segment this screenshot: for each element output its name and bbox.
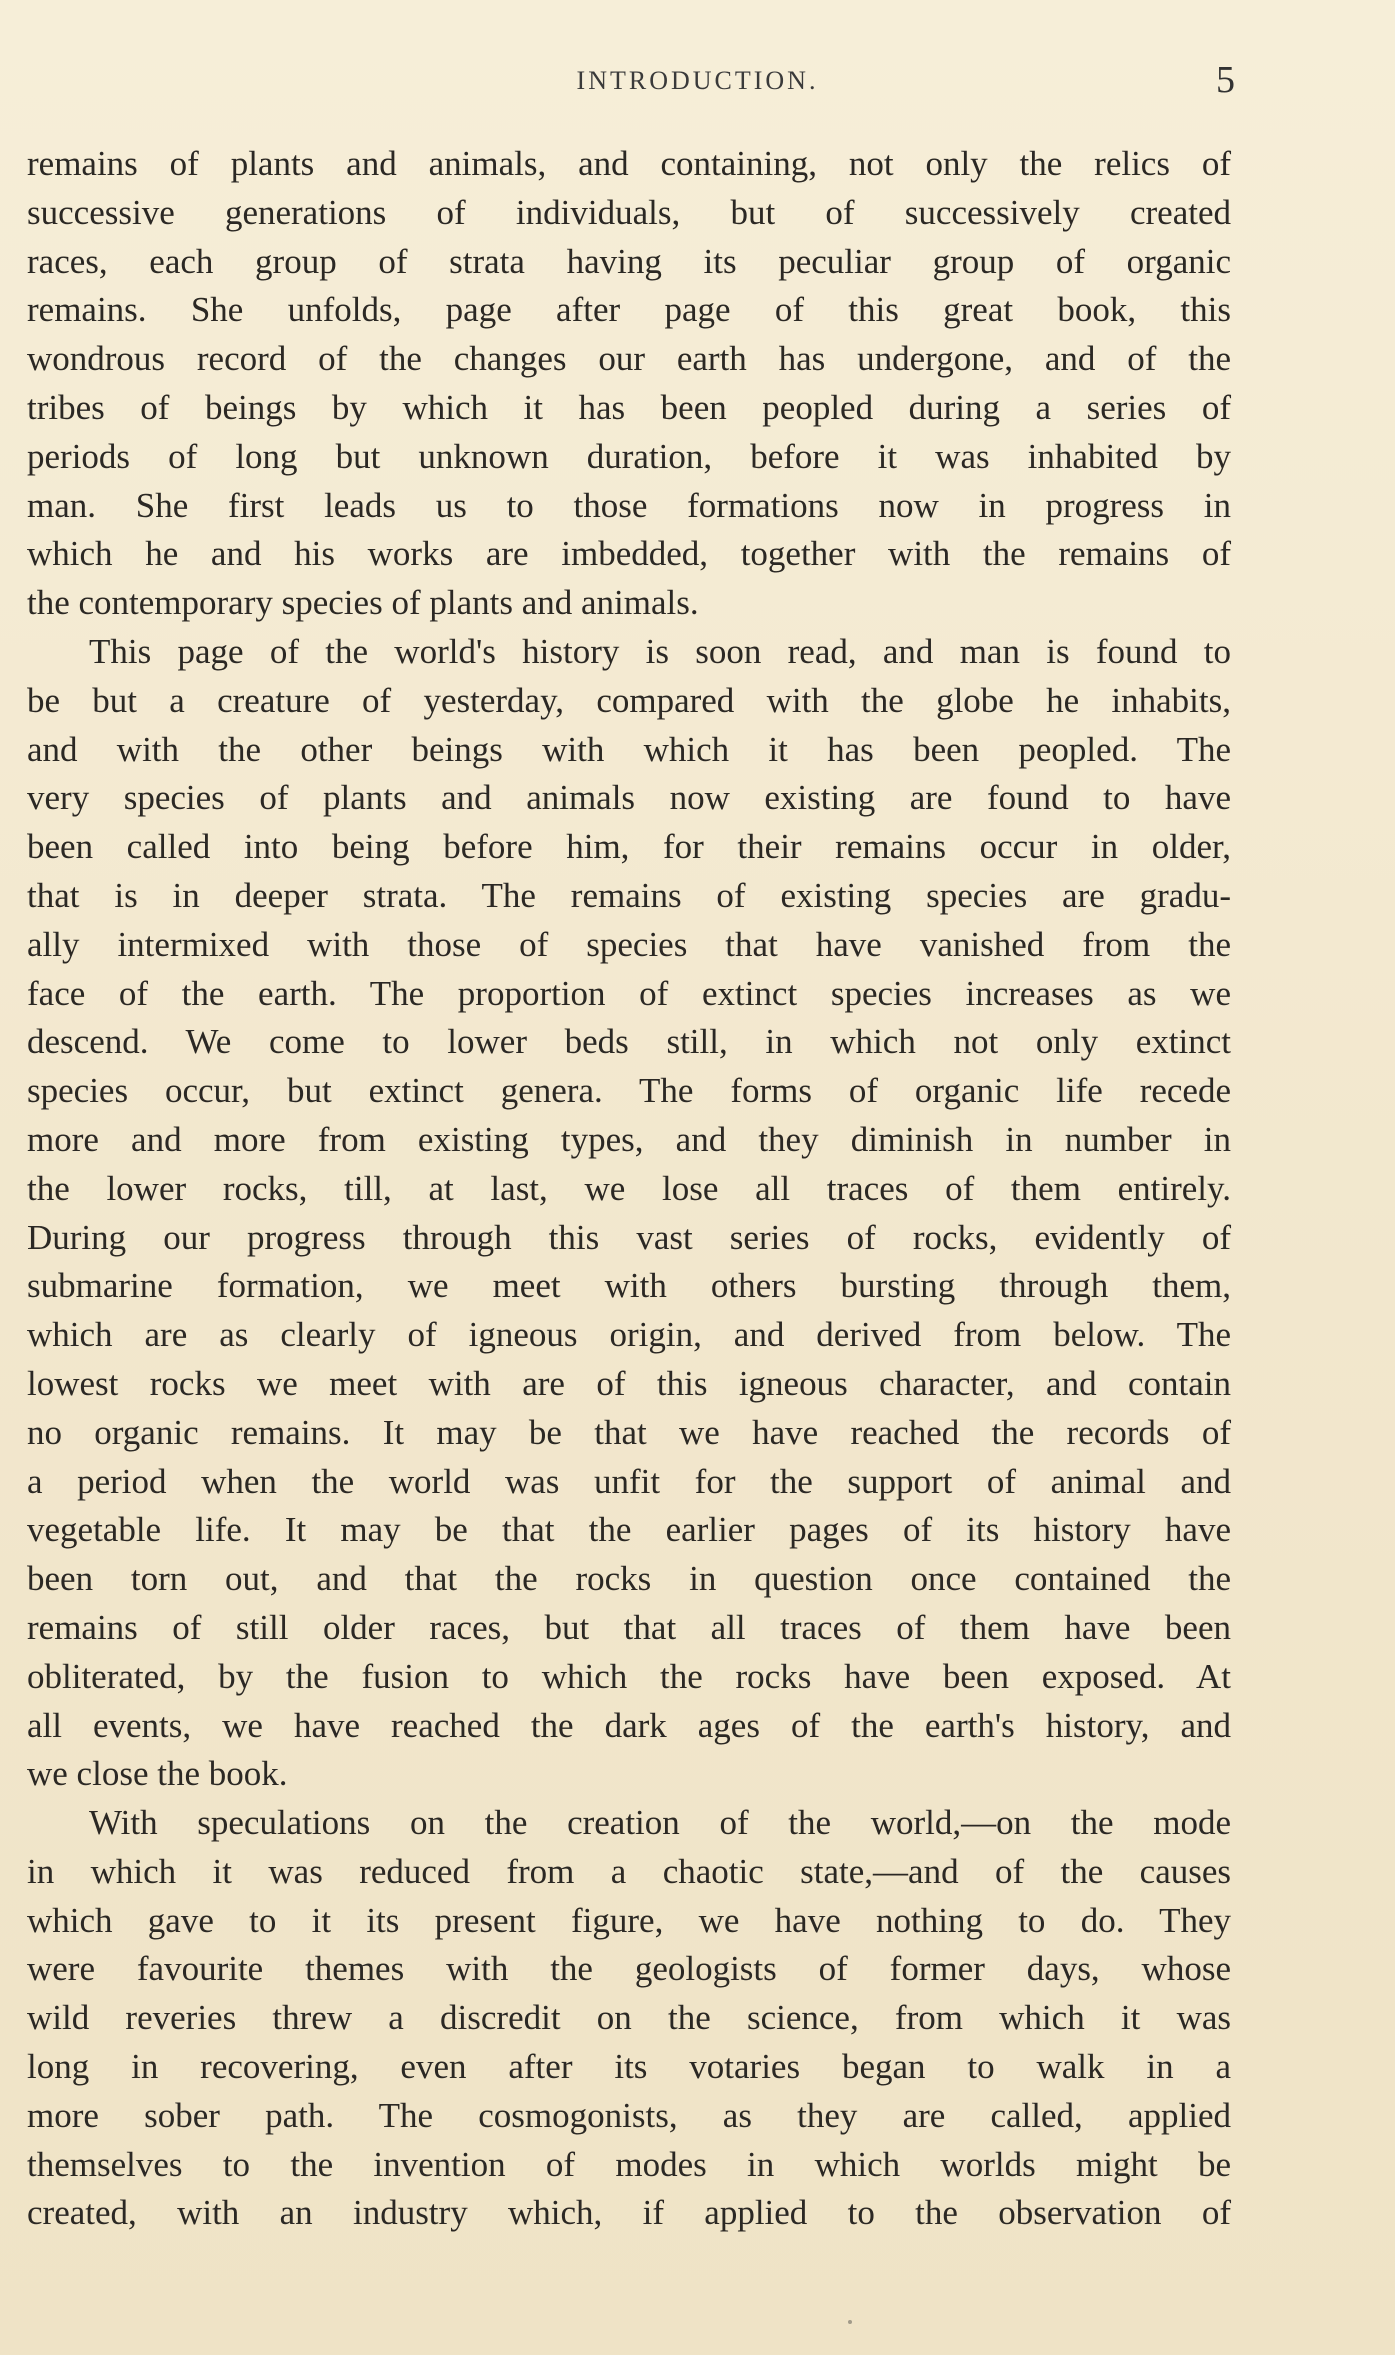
text-line: which gave to it its present figure, we have nothing to do. They (27, 1900, 1231, 1940)
text-line: wondrous record of the changes our earth has undergone, and of the (27, 339, 1231, 379)
text-line: successive generations of individuals, but of successively created (27, 192, 1231, 232)
text-line: periods of long but unknown duration, before it was inhabited by (27, 436, 1231, 476)
text-line: ally intermixed with those of species that have vanished from the (27, 924, 1231, 964)
text-line: which are as clearly of igneous origin, and derived from below. The (27, 1315, 1231, 1355)
text-line: and with the other beings with which it has been peopled. The (27, 729, 1231, 769)
text-line: remains. She unfolds, page after page of this great book, this (27, 290, 1231, 330)
text-line: species occur, but extinct genera. The forms of organic life recede (27, 1071, 1231, 1111)
text-line: With speculations on the creation of the world,—on the mode (89, 1803, 1231, 1843)
body-text (27, 140, 1231, 2238)
running-head-title: INTRODUCTION. (576, 66, 819, 95)
running-head (0, 58, 1395, 108)
text-line: long in recovering, even after its votaries began to walk in a (27, 2047, 1231, 2087)
text-line: tribes of beings by which it has been peopled during a series of (27, 387, 1231, 427)
text-line: be but a creature of yesterday, compared with the globe he inhabits, (27, 680, 1231, 720)
text-line: the contemporary species of plants and animals. (27, 583, 699, 623)
text-line: This page of the world's history is soon read, and man is found to (89, 631, 1231, 671)
text-line: which he and his works are imbedded, together with the remains of (27, 534, 1231, 574)
text-line: been called into being before him, for their remains occur in older, (27, 827, 1231, 867)
text-line: no organic remains. It may be that we have reached the records of (27, 1412, 1231, 1452)
page-number: 5 (1216, 59, 1235, 101)
text-line: During our progress through this vast series of rocks, evidently of (27, 1217, 1231, 1257)
text-line: that is in deeper strata. The remains of existing species are gradu- (27, 875, 1231, 915)
text-line: man. She first leads us to those formations now in progress in (27, 485, 1231, 525)
text-line: more sober path. The cosmogonists, as they are called, applied (27, 2095, 1231, 2135)
text-line: we close the book. (27, 1754, 288, 1794)
text-line: been torn out, and that the rocks in question once contained the (27, 1559, 1231, 1599)
text-line: vegetable life. It may be that the earlier pages of its history have (27, 1510, 1231, 1550)
text-line: all events, we have reached the dark ages of the earth's history, and (27, 1705, 1231, 1745)
text-line: submarine formation, we meet with others bursting through them, (27, 1266, 1231, 1306)
text-line: wild reveries threw a discredit on the science, from which it was (27, 1998, 1231, 2038)
text-line: were favourite themes with the geologists of former days, whose (27, 1949, 1231, 1989)
text-line: obliterated, by the fusion to which the rocks have been exposed. At (27, 1656, 1231, 1696)
text-line: a period when the world was unfit for the support of animal and (27, 1461, 1231, 1501)
text-line: in which it was reduced from a chaotic state,—and of the causes (27, 1851, 1231, 1891)
paper-speck (848, 2320, 852, 2324)
text-line: created, with an industry which, if applied to the observation of (27, 2193, 1231, 2233)
text-line: very species of plants and animals now existing are found to have (27, 778, 1231, 818)
text-line: the lower rocks, till, at last, we lose all traces of them entirely. (27, 1168, 1231, 1208)
text-line: descend. We come to lower beds still, in which not only extinct (27, 1022, 1231, 1062)
text-line: races, each group of strata having its peculiar group of organic (27, 241, 1231, 281)
text-line: more and more from existing types, and they diminish in number in (27, 1119, 1231, 1159)
text-line: lowest rocks we meet with are of this igneous character, and contain (27, 1363, 1231, 1403)
text-line: face of the earth. The proportion of extinct species increases as we (27, 973, 1231, 1013)
text-line: remains of still older races, but that all traces of them have been (27, 1607, 1231, 1647)
text-line: themselves to the invention of modes in which worlds might be (27, 2144, 1231, 2184)
text-line: remains of plants and animals, and containing, not only the relics of (27, 144, 1231, 183)
